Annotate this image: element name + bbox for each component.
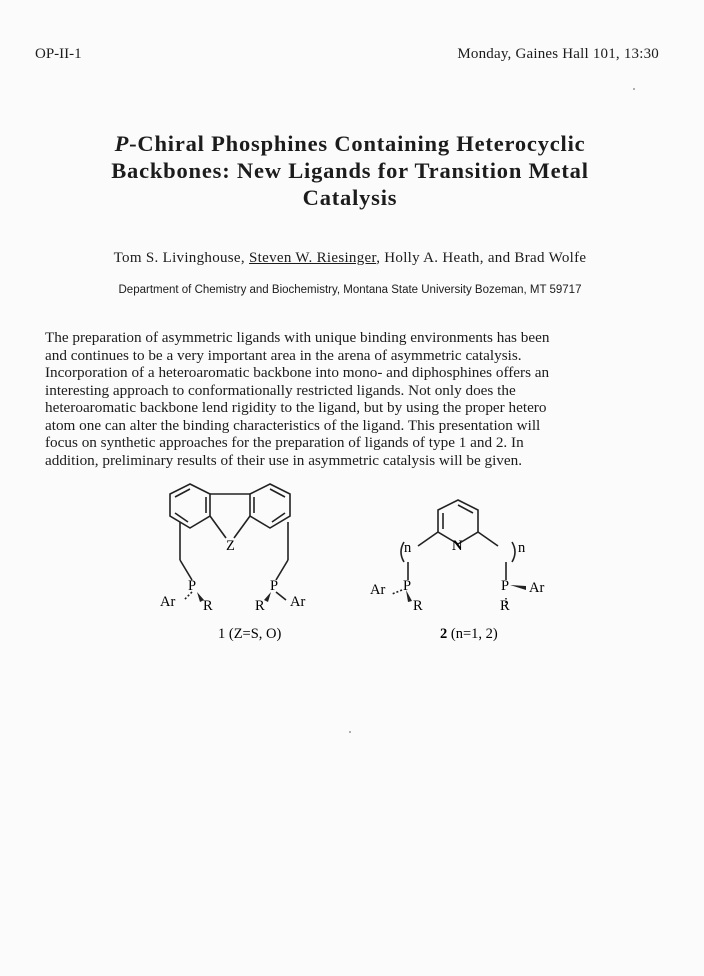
label-ar: Ar xyxy=(370,582,386,598)
label-ar: Ar xyxy=(160,594,176,610)
structure-1-caption: 1 (Z=S, O) xyxy=(218,626,282,642)
caption-num: 2 xyxy=(440,626,448,642)
abstract xyxy=(45,329,657,469)
author-list xyxy=(30,250,670,267)
structure-drawings xyxy=(140,470,580,670)
label-ar: Ar xyxy=(290,594,306,610)
title-line-2: Backbones: New Ligands for Transition Metal xyxy=(111,158,589,183)
presenting-author: Steven W. Riesinger xyxy=(249,250,377,266)
author-rest: , Holly A. Heath, and Brad Wolfe xyxy=(376,250,587,266)
session-info: Monday, Gaines Hall 101, 13:30 xyxy=(457,46,659,62)
structure-2-caption xyxy=(440,626,498,642)
abstract-line: atom one can alter the binding characteristics of the ligand. This presentation will xyxy=(45,416,541,434)
wedge-bond xyxy=(510,585,526,590)
label-n-sub: n xyxy=(404,540,412,556)
label-z: Z xyxy=(226,538,235,554)
abstract-line: and continues to be a very important area in the arena of asymmetric catalysis. xyxy=(45,346,522,364)
label-n-sub: n xyxy=(518,540,526,556)
label-p: P xyxy=(403,578,412,594)
label-p: P xyxy=(270,578,279,594)
label-n: N xyxy=(452,538,463,554)
session-code: OP-II-1 xyxy=(35,46,82,62)
label-r: R xyxy=(500,598,510,614)
abstract-line: heteroaromatic backbone lend rigidity to the ligand, but by using the proper hetero xyxy=(45,399,547,416)
title-line-1: -Chiral Phosphines Containing Heterocyclic xyxy=(129,131,586,156)
label-p: P xyxy=(501,578,510,594)
label-p: P xyxy=(188,578,197,594)
abstract-line: The preparation of asymmetric ligands with unique binding environments has been xyxy=(45,329,550,346)
abstract-line: interesting approach to conformationally restricted ligands. Not only does the xyxy=(45,381,516,399)
abstract-line: Incorporation of a heteroaromatic backbone into mono- and diphosphines offers an xyxy=(45,364,550,381)
page-header xyxy=(35,46,659,66)
title-prefix: P xyxy=(114,131,130,156)
abstract-line: addition, preliminary results of their use in asymmetric catalysis will be given. xyxy=(45,451,523,469)
abstract-line: focus on synthetic approaches for the preparation of ligands of type 1 and 2. In xyxy=(45,434,524,451)
label-r: R xyxy=(203,598,213,614)
scan-speck xyxy=(349,731,351,733)
affiliation: Department of Chemistry and Biochemistry, Montana State University Bozeman, MT 59717 xyxy=(118,284,582,296)
author-1: Tom S. Livinghouse, xyxy=(113,250,249,266)
label-ar: Ar xyxy=(529,580,545,596)
caption-rest: (n=1, 2) xyxy=(447,626,498,642)
paper-title xyxy=(30,130,670,211)
scan-speck xyxy=(633,88,635,90)
chemical-structures xyxy=(140,470,580,670)
label-r: R xyxy=(413,598,423,614)
label-r: R xyxy=(255,598,265,614)
title-line-3: Catalysis xyxy=(302,185,398,210)
